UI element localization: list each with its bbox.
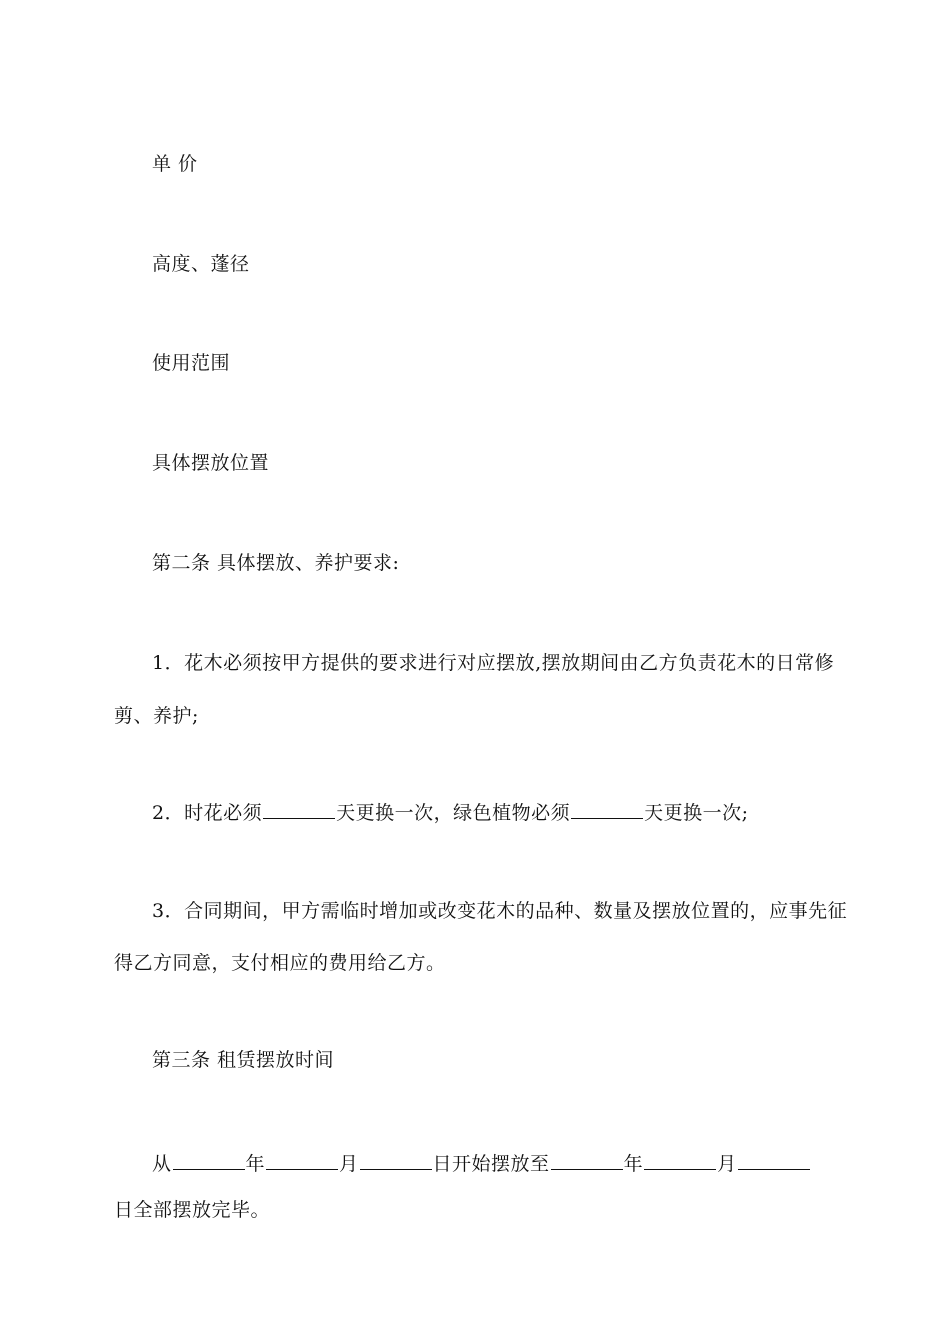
field-height-spread: 高度、蓬径	[152, 253, 250, 275]
plant-replace-days-blank[interactable]	[571, 800, 643, 819]
period-month-2: 月	[717, 1153, 737, 1175]
end-day-blank[interactable]	[738, 1151, 810, 1170]
item3-line2: 得乙方同意，支付相应的费用给乙方。	[114, 952, 446, 974]
field-unit-price: 单 价	[152, 153, 198, 175]
end-year-blank[interactable]	[551, 1151, 623, 1170]
start-year-blank[interactable]	[173, 1151, 245, 1170]
field-placement-location: 具体摆放位置	[152, 452, 270, 474]
period-year-2: 年	[623, 1153, 644, 1175]
article2-heading: 第二条 具体摆放、养护要求:	[152, 552, 400, 574]
period-month-1: 月	[339, 1153, 359, 1175]
period-end-line: 日全部摆放完毕。	[114, 1199, 271, 1221]
field-usage-scope: 使用范围	[152, 352, 231, 374]
start-month-blank[interactable]	[266, 1151, 338, 1170]
period-line	[152, 1151, 811, 1176]
end-month-blank[interactable]	[644, 1151, 716, 1170]
item1-line2: 剪、养护;	[114, 705, 199, 727]
item2-text-middle: 天更换一次，绿色植物必须	[336, 802, 571, 824]
start-day-blank[interactable]	[360, 1151, 432, 1170]
item2-text-start: 2．时花必须	[152, 802, 263, 824]
article3-heading: 第三条 租赁摆放时间	[152, 1049, 335, 1071]
item2-text-end: 天更换一次;	[644, 802, 749, 824]
item2-line	[152, 800, 749, 825]
period-from: 从	[152, 1153, 172, 1175]
period-start-text: 日开始摆放至	[432, 1153, 550, 1175]
flower-replace-days-blank[interactable]	[263, 800, 335, 819]
item1-line1: 1．花木必须按甲方提供的要求进行对应摆放,摆放期间由乙方负责花木的日常修	[152, 652, 835, 674]
item3-line1: 3．合同期间，甲方需临时增加或改变花木的品种、数量及摆放位置的，应事先征	[152, 900, 848, 922]
period-year-1: 年	[245, 1153, 266, 1175]
